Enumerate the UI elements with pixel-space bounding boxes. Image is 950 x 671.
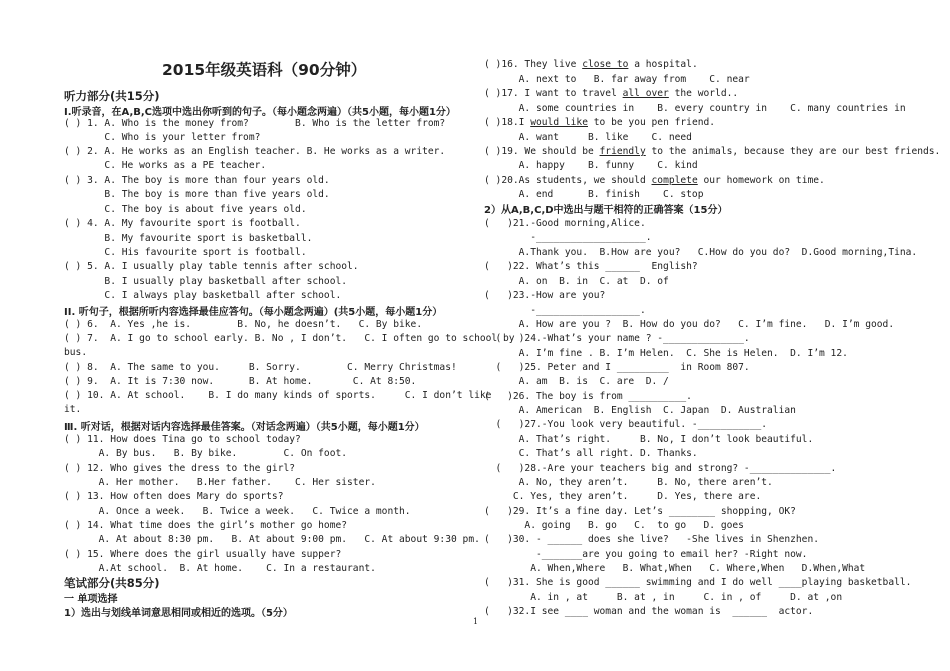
question-line: B. My favourite sport is basketball.	[64, 233, 313, 244]
question-line: ( )29. It’s a fine day. Let’s ________ shopping, OK?	[484, 506, 796, 517]
question-line: A. am B. is C. are D. /	[484, 376, 669, 387]
question-line: ( ) 13. How often does Mary do sports?	[64, 491, 284, 502]
section-heading: Ⅰ.听录音，在A,B,C选项中选出你听到的句子。（每小题念两遍）（共5小题，每小题1分）	[64, 107, 456, 118]
section-heading: 笔试部分(共85分)	[64, 576, 160, 590]
question-line: A. When,Where B. What,When C. Where,When D.When,What	[484, 563, 866, 574]
question-line: ( )28.-Are your teachers big and strong? -______________.	[484, 463, 837, 474]
question-line: A.At school. B. At home. C. In a restaurant.	[64, 563, 376, 574]
question-line: C. Who is your letter from?	[64, 132, 261, 143]
page-number: 1	[473, 617, 479, 626]
question-line: ( ) 6. A. Yes ,he is. B. No, he doesn’t. C. By bike.	[64, 319, 423, 330]
question-line: A. By bus. B. By bike. C. On foot.	[64, 448, 348, 459]
section-heading: 一 单项选择	[64, 594, 118, 605]
question-line: A.Thank you. B.How are you? C.How do you do? D.Good morning,Tina.	[484, 247, 918, 258]
question-line: A. How are you ? B. How do you do? C. I’m fine. D. I’m good.	[484, 319, 895, 330]
question-line: A. Her mother. B.Her father. C. Her sister.	[64, 477, 376, 488]
question-line: B. I usually play basketball after school.	[64, 276, 348, 287]
question-line: ( )25. Peter and I _________ in Room 807.	[484, 362, 750, 373]
question-line: A. No, they aren’t. B. No, there aren’t.	[484, 477, 773, 488]
question-line: ( )22. What’s this ______ English?	[484, 261, 698, 272]
section-heading: 听力部分(共15分)	[64, 89, 160, 103]
question-line: A. in , at B. at , in C. in , of D. at ,on	[484, 592, 843, 603]
question-line: it.	[64, 404, 82, 415]
underlined-word: friendly	[599, 146, 646, 157]
question-line: A. end B. finish C. stop	[484, 189, 704, 200]
underlined-word: close to	[582, 59, 629, 70]
question-line: ( ) 9. A. It is 7:30 now. B. At home. C. At 8:50.	[64, 376, 417, 387]
question-line: C. His favourite sport is football.	[64, 247, 307, 258]
question-line: ( )17. I want to travel all over the world..	[484, 88, 739, 99]
section-heading: Ⅲ. 听对话，根据对话内容选择最佳答案。（对话念两遍）（共5小题，每小题1分）	[64, 422, 425, 433]
underlined-word: would like	[530, 117, 588, 128]
question-line: ( ) 14. What time does the girl’s mother go home?	[64, 520, 348, 531]
section-heading: II. 听句子，根据所听内容选择最佳应答句。（每小题念两遍）(共5小题，每小题1分）	[64, 307, 443, 318]
question-line: ( ) 15. Where does the girl usually have supper?	[64, 549, 342, 560]
question-line: ( )20.As students, we should complete our homework on time.	[484, 175, 825, 186]
question-line: A. some countries in B. every country in C. many countries in	[484, 103, 906, 114]
question-line: ( )30. - ______ does she live? -She lives in Shenzhen.	[484, 534, 820, 545]
page-title: 2015年级英语科（90分钟）	[162, 61, 367, 79]
question-line: ( )27.-You look very beautiful. -___________.	[484, 419, 768, 430]
question-line: C. The boy is about five years old.	[64, 204, 307, 215]
question-line: ( )19. We should be friendly to the animals, because they are our best friends.	[484, 146, 941, 157]
question-line: -___________________.	[484, 232, 652, 243]
question-line: -__________________.	[484, 305, 646, 316]
question-line: bus.	[64, 347, 88, 358]
question-line: A. happy B. funny C. kind	[484, 160, 698, 171]
section-heading: 1）选出与划线单词意思相同或相近的选项。（5分）	[64, 608, 293, 619]
question-line: ( )32.I see ____ woman and the woman is ______ actor.	[484, 606, 814, 617]
question-line: C. I always play basketball after school.	[64, 290, 342, 301]
question-line: ( )16. They live close to a hospital.	[484, 59, 698, 70]
question-line: C. Yes, they aren’t. D. Yes, there are.	[484, 491, 762, 502]
question-line: ( ) 11. How does Tina go to school today?	[64, 434, 301, 445]
question-line: A. next to B. far away from C. near	[484, 74, 750, 85]
question-line: ( ) 3. A. The boy is more than four years old.	[64, 175, 330, 186]
question-line: ( ) 12. Who gives the dress to the girl?	[64, 463, 296, 474]
question-line: A. American B. English C. Japan D. Australian	[484, 405, 796, 416]
question-line: ( )21.-Good morning,Alice.	[484, 218, 646, 229]
question-line: C. That’s all right. D. Thanks.	[484, 448, 698, 459]
question-line: -_______are you going to email her? -Right now.	[484, 549, 808, 560]
question-line: A. I’m fine . B. I’m Helen. C. She is Helen. D. I’m 12.	[484, 348, 848, 359]
question-line: ( )26. The boy is from __________.	[484, 391, 692, 402]
question-line: A. going B. go C. to go D. goes	[484, 520, 744, 531]
question-line: A. That’s right. B. No, I don’t look beautiful.	[484, 434, 814, 445]
question-line: ( ) 7. A. I go to school early. B. No , I don’t. C. I often go to school by	[64, 333, 515, 344]
question-line: ( ) 2. A. He works as an English teacher. B. He works as a writer.	[64, 146, 446, 157]
question-line: ( )23.-How are you?	[484, 290, 606, 301]
question-line: ( ) 4. A. My favourite sport is football.	[64, 218, 301, 229]
question-line: ( )31. She is good ______ swimming and I do well ____playing basketball.	[484, 577, 912, 588]
question-line: ( ) 8. A. The same to you. B. Sorry. C. Merry Christmas!	[64, 362, 457, 373]
question-line: A. on B. in C. at D. of	[484, 276, 669, 287]
question-line: ( ) 1. A. Who is the money from? B. Who is the letter from?	[64, 118, 446, 129]
question-line: ( )18.I would like to be you pen friend.	[484, 117, 716, 128]
question-line: ( ) 5. A. I usually play table tennis after school.	[64, 261, 359, 272]
question-line: A. At about 8:30 pm. B. At about 9:00 pm. C. At about 9:30 pm.	[64, 534, 480, 545]
underlined-word: all over	[622, 88, 669, 99]
question-line: A. Once a week. B. Twice a week. C. Twice a month.	[64, 506, 411, 517]
question-line: C. He works as a PE teacher.	[64, 160, 267, 171]
question-line: ( ) 10. A. At school. B. I do many kinds of sports. C. I don’t like	[64, 390, 492, 401]
underlined-word: complete	[651, 175, 698, 186]
section-heading: 2）从A,B,C,D中选出与题干相符的正确答案（15分）	[484, 205, 728, 216]
question-line: B. The boy is more than five years old.	[64, 189, 330, 200]
question-line: ( )24.-What’s your name ? -______________.	[484, 333, 750, 344]
question-line: A. want B. like C. need	[484, 132, 692, 143]
